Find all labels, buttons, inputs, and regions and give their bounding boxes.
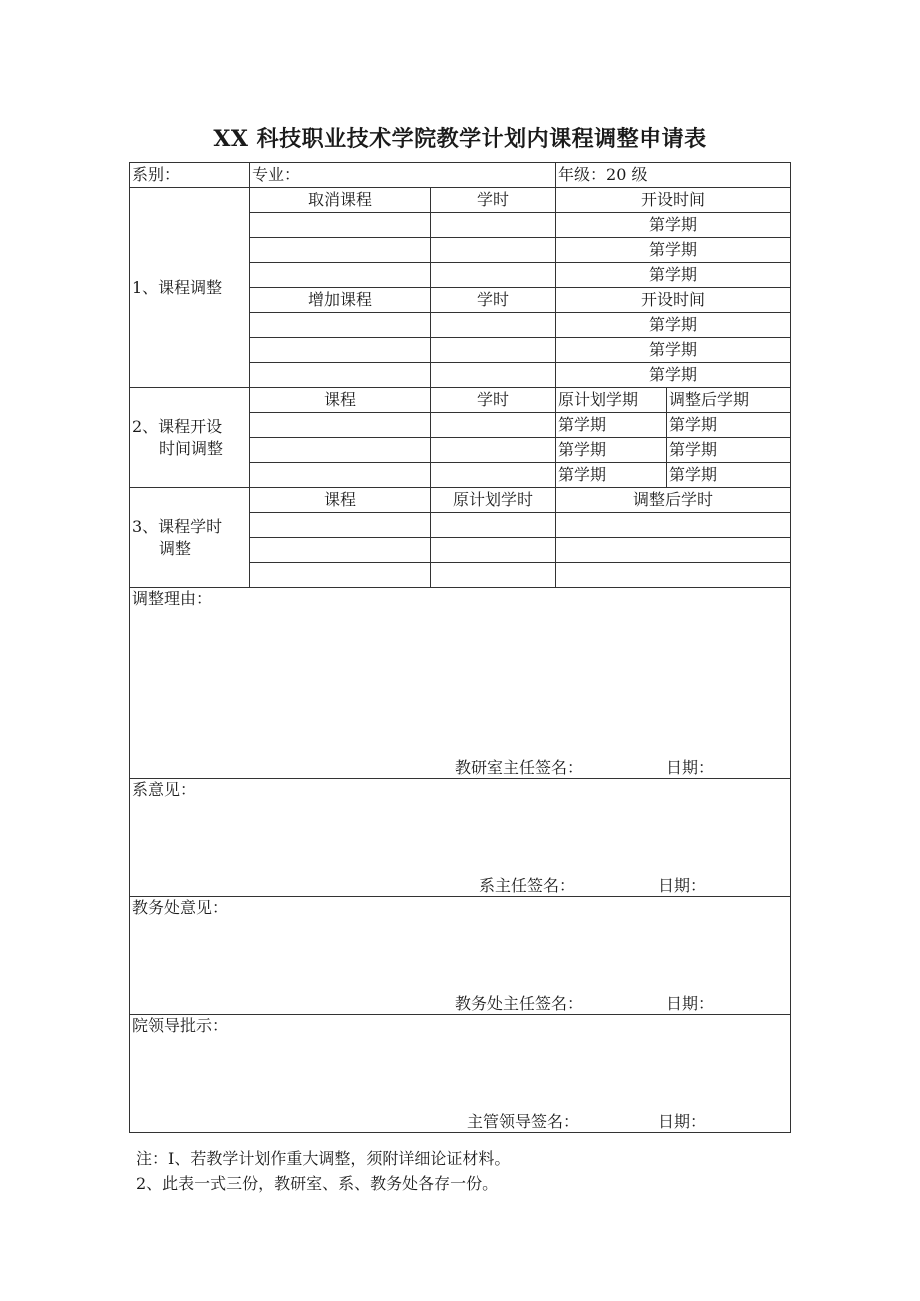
reason-sign-label: 教研室主任签名： [455, 758, 584, 777]
reason-block[interactable] [130, 588, 791, 779]
add-term-cell[interactable]: 第学期 [556, 338, 791, 363]
form-title: XX 科技职业技术学院教学计划内课程调整申请表 [213, 126, 707, 152]
cancel-term-cell[interactable]: 第学期 [556, 263, 791, 288]
hours-cell[interactable] [431, 413, 556, 438]
major-label: 专业： [252, 165, 301, 184]
adj-hours-cell[interactable] [556, 538, 791, 563]
course-cell[interactable] [250, 563, 431, 588]
add-term-cell[interactable]: 第学期 [556, 363, 791, 388]
section2-label-line2: 时间调整 [159, 438, 224, 458]
section2-label [130, 388, 250, 488]
orig-term-cell[interactable]: 第学期 [556, 438, 667, 463]
dept-field[interactable] [130, 163, 250, 188]
office-date-label: 日期： [666, 994, 715, 1013]
cancel-term-cell[interactable]: 第学期 [556, 238, 791, 263]
hours-header: 学时 [431, 288, 556, 313]
office-opinion-label: 教务处意见： [132, 898, 229, 917]
major-field[interactable] [250, 163, 556, 188]
orig-hours-cell[interactable] [431, 513, 556, 538]
cancel-course-cell[interactable] [250, 263, 431, 288]
grade-label: 年级：20 级 [558, 165, 648, 184]
orig-hours-cell[interactable] [431, 538, 556, 563]
cancel-hours-cell[interactable] [431, 238, 556, 263]
adjustment-form-table [129, 162, 791, 1133]
dept-sign-label: 系主任签名： [479, 876, 576, 895]
adj-term-cell[interactable]: 第学期 [667, 438, 791, 463]
reason-date-label: 日期： [666, 758, 715, 777]
section1-label: 1、课程调整 [130, 188, 250, 388]
course-header: 课程 [250, 488, 431, 513]
orig-hours-header: 原计划学时 [431, 488, 556, 513]
adj-hours-cell[interactable] [556, 563, 791, 588]
hours-header: 学时 [431, 388, 556, 413]
adj-term-header: 调整后学期 [667, 388, 791, 413]
reason-label: 调整理由： [132, 589, 213, 608]
orig-term-cell[interactable]: 第学期 [556, 463, 667, 488]
cancel-course-cell[interactable] [250, 238, 431, 263]
cancel-hours-cell[interactable] [431, 213, 556, 238]
open-time-header: 开设时间 [556, 288, 791, 313]
add-term-cell[interactable]: 第学期 [556, 313, 791, 338]
dept-date-label: 日期： [658, 876, 707, 895]
add-course-header: 增加课程 [250, 288, 431, 313]
dept-opinion-block[interactable] [130, 779, 791, 897]
adj-term-cell[interactable]: 第学期 [667, 463, 791, 488]
add-hours-cell[interactable] [431, 338, 556, 363]
course-header: 课程 [250, 388, 431, 413]
grade-field[interactable] [556, 163, 791, 188]
add-hours-cell[interactable] [431, 313, 556, 338]
section2-label-line1: 2、课程开设 [132, 416, 223, 436]
orig-term-cell[interactable]: 第学期 [556, 413, 667, 438]
course-cell[interactable] [250, 438, 431, 463]
office-opinion-block[interactable] [130, 897, 791, 1015]
add-course-cell[interactable] [250, 313, 431, 338]
adj-term-cell[interactable]: 第学期 [667, 413, 791, 438]
cancel-course-cell[interactable] [250, 213, 431, 238]
section3-label-line2: 调整 [159, 538, 192, 558]
leader-sign-label: 主管领导签名： [467, 1112, 580, 1131]
orig-term-header: 原计划学期 [556, 388, 667, 413]
office-sign-label: 教务处主任签名： [455, 994, 584, 1013]
note-line-2: 2、此表一式三份，教研室、系、教务处各存一份。 [136, 1174, 499, 1193]
dept-label: 系别： [132, 165, 181, 184]
hours-header: 学时 [431, 188, 556, 213]
add-hours-cell[interactable] [431, 363, 556, 388]
note-line-1: 注：I、若教学计划作重大调整，须附详细论证材料。 [136, 1149, 511, 1168]
adj-hours-cell[interactable] [556, 513, 791, 538]
adj-hours-header: 调整后学时 [556, 488, 791, 513]
hours-cell[interactable] [431, 438, 556, 463]
section3-label [130, 488, 250, 588]
orig-hours-cell[interactable] [431, 563, 556, 588]
notes [136, 1146, 510, 1196]
add-course-cell[interactable] [250, 338, 431, 363]
dept-opinion-label: 系意见： [132, 780, 197, 799]
hours-cell[interactable] [431, 463, 556, 488]
add-course-cell[interactable] [250, 363, 431, 388]
cancel-hours-cell[interactable] [431, 263, 556, 288]
course-cell[interactable] [250, 413, 431, 438]
course-cell[interactable] [250, 513, 431, 538]
leader-date-label: 日期： [658, 1112, 707, 1131]
course-cell[interactable] [250, 538, 431, 563]
course-cell[interactable] [250, 463, 431, 488]
section3-label-line1: 3、课程学时 [132, 516, 223, 536]
leader-label: 院领导批示： [132, 1016, 229, 1035]
cancel-course-header: 取消课程 [250, 188, 431, 213]
cancel-term-cell[interactable]: 第学期 [556, 213, 791, 238]
leader-block[interactable] [130, 1015, 791, 1133]
open-time-header: 开设时间 [556, 188, 791, 213]
